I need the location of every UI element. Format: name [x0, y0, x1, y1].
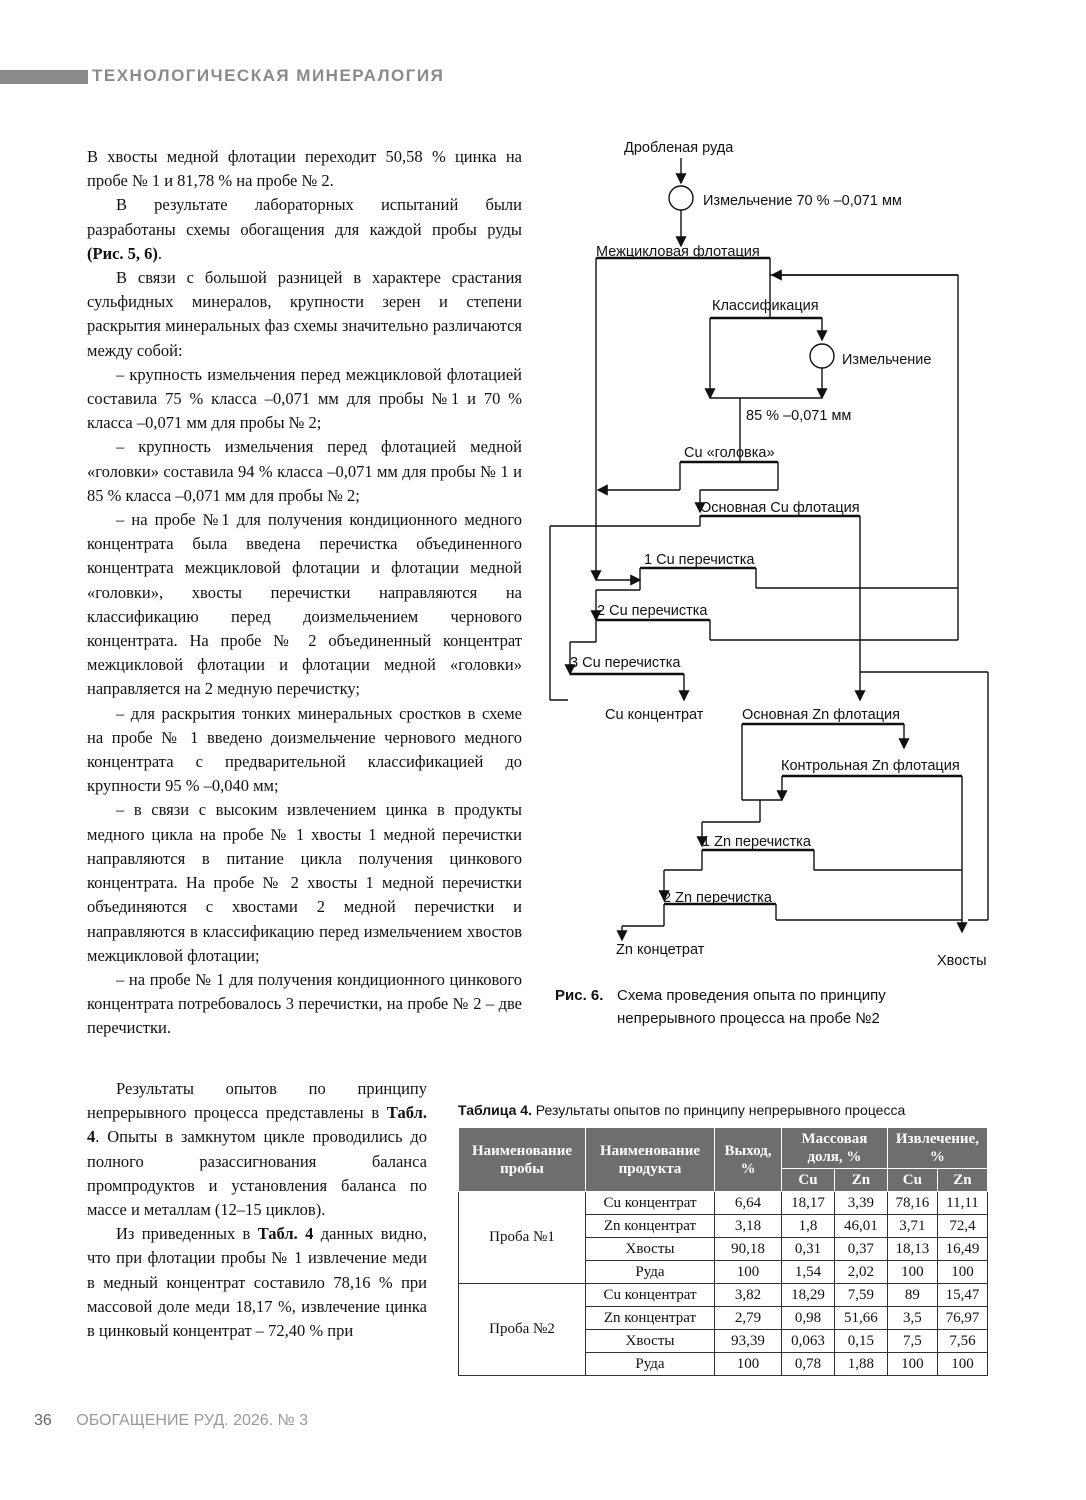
col-header-mass: Массовая доля, % — [782, 1128, 888, 1169]
sample-cell: Проба №1 — [459, 1192, 586, 1284]
table-row — [459, 1284, 988, 1307]
paragraph: В хвосты медной флотации переходит 50,58 % цинка на пробе № 1 и 81,78 % на пробе № 2. — [87, 147, 522, 191]
table-reference[interactable]: Табл. 4 — [87, 1103, 427, 1147]
col-header-rec-cu: Cu — [887, 1169, 937, 1192]
results-table — [458, 1127, 988, 1376]
table-cell: 100 — [887, 1261, 937, 1284]
table-cell: 2,79 — [715, 1307, 782, 1330]
node-cu-cleaner-2: 2 Cu перечистка — [597, 603, 708, 619]
table-cell: 7,59 — [834, 1284, 887, 1307]
paragraph: В связи с большой разницей в характере срастания сульфидных минералов, крупности зерен и степени раскрытия минеральных фаз схемы значительно различаются между собой: — [87, 268, 522, 360]
table-row — [459, 1192, 988, 1215]
col-header-mass-cu: Cu — [782, 1169, 835, 1192]
table-cell: 46,01 — [834, 1215, 887, 1238]
table-cell: 100 — [715, 1261, 782, 1284]
node-tails: Хвосты — [937, 953, 987, 969]
table-cell: 3,5 — [887, 1307, 937, 1330]
col-header-rec-zn: Zn — [937, 1169, 987, 1192]
col-header-sample: Наименование пробы — [459, 1128, 586, 1192]
figure-caption — [555, 984, 957, 1030]
paragraph: – на пробе №1 для получения кондиционного медного концентрата была введена перечистка объединенного концентрата межцикловой флотации и флотации медной «головки», хвосты перечистки направляются на классификацию перед доизмельчением чернового концентрата. На пробе № 2 объединенный концентрат межцикловой флотации и флотации медной «головки» направляется на 2 медную перечистку; — [87, 510, 522, 699]
node-cu-head: Cu «головка» — [684, 445, 775, 461]
table-cell: 100 — [715, 1353, 782, 1376]
node-cu-concentrate: Cu концентрат — [605, 707, 704, 723]
table-cell: 15,47 — [937, 1284, 987, 1307]
table-cell: Zn концентрат — [586, 1215, 715, 1238]
node-grinding-primary: Измельчение 70 % –0,071 мм — [703, 193, 902, 209]
paragraph: – крупность измельчения перед флотацией медной «головки» составила 94 % класса –0,071 мм для пробы № 1 и 85 % класса –0,071 мм для пробы № 2; — [87, 437, 522, 505]
paragraph: – крупность измельчения перед межцикловой флотацией составила 75 % класса –0,071 мм для пробы №1 и 70 % класса –0,071 мм для пробы № 2; — [87, 364, 522, 433]
paragraph: Из приведенных в Табл. 4 данных видно, что при флотации пробы № 1 извлечение меди в медный концентрат составило 78,16 % при массовой доле меди 18,17 %, извлечение цинка в цинковый концентрат – 72,40 % при — [87, 1224, 428, 1341]
node-ore: Дробленая руда — [624, 140, 734, 156]
col-header-product: Наименование продукта — [586, 1128, 715, 1192]
node-zn-control-flotation: Контрольная Zn флотация — [781, 758, 960, 774]
table-cell: 1,54 — [782, 1261, 835, 1284]
table-cell: 16,49 — [937, 1238, 987, 1261]
table-cell: 0,78 — [782, 1353, 835, 1376]
paragraph: Результаты опытов по принципу непрерывного процесса представлены в Табл. 4. Опыты в замкнутом цикле проводились до полного разассигнования баланса промпродуктов и установления баланса по массе и металлам (12–15 циклов). — [87, 1079, 427, 1220]
figure-caption-text: Схема проведения опыта по принципу непрерывного процесса на пробе №2 — [617, 987, 886, 1027]
node-zn-concentrate: Zn концетрат — [616, 942, 705, 958]
table-cell: 18,29 — [782, 1284, 835, 1307]
node-cu-cleaner-1: 1 Cu перечистка — [644, 552, 755, 568]
table-cell: 1,8 — [782, 1215, 835, 1238]
table-cell: 76,97 — [937, 1307, 987, 1330]
flowsheet-diagram — [540, 120, 990, 980]
table-cell: 78,16 — [887, 1192, 937, 1215]
col-header-mass-zn: Zn — [834, 1169, 887, 1192]
body-column — [87, 145, 522, 1041]
node-zn-cleaner-1: 1 Zn перечистка — [702, 834, 811, 850]
table-cell: 100 — [937, 1353, 987, 1376]
table-cell: 3,71 — [887, 1215, 937, 1238]
table-cell: Руда — [586, 1261, 715, 1284]
col-header-yield: Выход, % — [715, 1128, 782, 1192]
table-cell: 18,13 — [887, 1238, 937, 1261]
table-cell: 93,39 — [715, 1330, 782, 1353]
node-zn-cleaner-2: 2 Zn перечистка — [663, 890, 772, 906]
table-cell: 3,18 — [715, 1215, 782, 1238]
node-cu-cleaner-3: 3 Cu перечистка — [570, 655, 681, 671]
table-cell: 3,39 — [834, 1192, 887, 1215]
paragraph: В результате лабораторных испытаний были разработаны схемы обогащения для каждой пробы руды (Рис. 5, 6). — [87, 195, 522, 263]
figure-reference[interactable]: (Рис. 5, 6) — [87, 243, 158, 263]
table-cell: 89 — [887, 1284, 937, 1307]
table-cell: 6,64 — [715, 1192, 782, 1215]
journal-name: ОБОГАЩЕНИЕ РУД. 2026. № 3 — [76, 1412, 309, 1429]
page-footer — [34, 1412, 308, 1430]
table-cell: 3,82 — [715, 1284, 782, 1307]
table-cell: 0,063 — [782, 1330, 835, 1353]
figure-caption-label: Рис. 6. — [555, 987, 604, 1004]
table-cell: Хвосты — [586, 1238, 715, 1261]
node-intercycle-flotation: Межцикловая флотация — [596, 244, 760, 260]
node-classification: Классификация — [712, 298, 819, 314]
paragraph: – на пробе № 1 для получения кондиционного цинкового концентрата потребовалось 3 перечистки, на пробе № 2 – две перечистки. — [87, 969, 522, 1038]
node-size-label: 85 % –0,071 мм — [746, 408, 852, 424]
table-cell: 100 — [887, 1353, 937, 1376]
sample-cell: Проба №2 — [459, 1284, 586, 1376]
table-cell: 1,88 — [834, 1353, 887, 1376]
table-cell: Cu концентрат — [586, 1192, 715, 1215]
paragraph: – в связи с высоким извлечением цинка в продукты медного цикла на пробе № 1 хвосты 1 медной перечистки направляются в питание цикла получения цинкового концентрата. На пробе № 2 хвосты 1 медной перечистки объединяются с хвостами 2 медной перечистки и направляются в классификацию перед измельчением хвостов межцикловой флотации; — [87, 800, 522, 965]
table-cell: Руда — [586, 1353, 715, 1376]
header-bar — [0, 70, 88, 84]
table-body — [459, 1192, 988, 1376]
node-regrinding: Измельчение — [842, 352, 932, 368]
table-cell: 0,15 — [834, 1330, 887, 1353]
table-cell: 100 — [937, 1261, 987, 1284]
table-cell: 11,11 — [937, 1192, 987, 1215]
node-zn-main-flotation: Основная Zn флотация — [742, 707, 900, 723]
paragraph: – для раскрытия тонких минеральных сростков в схеме на пробе № 1 введено доизмельчение чернового медного концентрата с предварительной классификацией до крупности 95 % –0,040 мм; — [87, 703, 522, 796]
table-cell: 18,17 — [782, 1192, 835, 1215]
table-cell: 7,5 — [887, 1330, 937, 1353]
table-cell: 72,4 — [937, 1215, 987, 1238]
table-cell: Zn концентрат — [586, 1307, 715, 1330]
table-cell: Cu концентрат — [586, 1284, 715, 1307]
table-caption: Таблица 4. Результаты опытов по принципу непрерывного процесса — [458, 1102, 906, 1118]
body-column-narrow — [87, 1077, 427, 1343]
table-reference[interactable]: Табл. 4 — [257, 1224, 314, 1244]
col-header-recovery: Извлечение, % — [887, 1128, 987, 1169]
table-cell: 7,56 — [937, 1330, 987, 1353]
section-header: ТЕХНОЛОГИЧЕСКАЯ МИНЕРАЛОГИЯ — [92, 66, 445, 85]
table-cell: 2,02 — [834, 1261, 887, 1284]
table-cell: Хвосты — [586, 1330, 715, 1353]
table-cell: 51,66 — [834, 1307, 887, 1330]
page-number: 36 — [34, 1412, 52, 1429]
table-cell: 0,31 — [782, 1238, 835, 1261]
table-cell: 90,18 — [715, 1238, 782, 1261]
table-cell: 0,37 — [834, 1238, 887, 1261]
table-cell: 0,98 — [782, 1307, 835, 1330]
node-cu-main-flotation: Основная Cu флотация — [700, 500, 860, 516]
